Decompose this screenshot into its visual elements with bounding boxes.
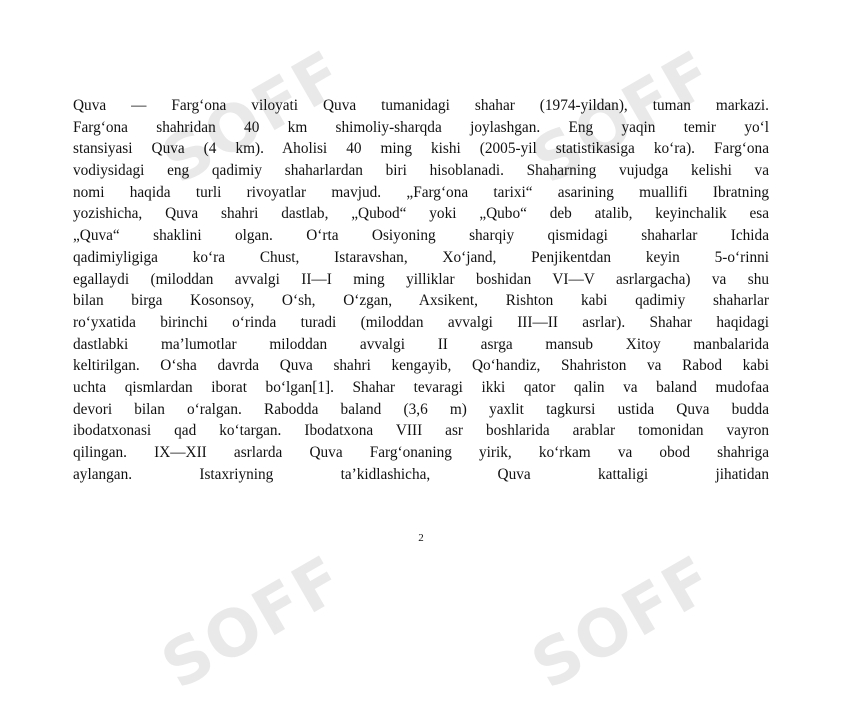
paragraph-line: Quva — Farg‘ona viloyati Quva tumanidagi shahar (1974-yildan), tuman markazi. bbox=[73, 97, 769, 114]
paragraph-line: qilingan. IX—XII asrlarda Quva Farg‘onaning yirik, ko‘rkam va obod shahriga bbox=[73, 444, 769, 461]
watermark: SOFF bbox=[150, 37, 357, 200]
watermark: SOFF bbox=[150, 542, 357, 704]
paragraph-line: Farg‘ona shahridan 40 km shimoliy-sharqda joylashgan. Eng yaqin temir yo‘l bbox=[73, 118, 769, 136]
paragraph-line: devori bilan o‘ralgan. Rabodda baland (3,6 m) yaxlit tagkursi ustida Quva budda bbox=[73, 400, 769, 418]
paragraph-line: keltirilgan. O‘sha davrda Quva shahri kengayib, Qo‘handiz, Shahriston va Rabod kabi bbox=[73, 357, 769, 375]
paragraph-line: yozishicha, Quva shahri dastlab, „Qubod“ yoki „Qubo“ deb atalib, keyinchalik esa bbox=[73, 205, 769, 223]
paragraph-line: „Quva“ shaklini olgan. O‘rta Osiyoning sharqiy qismidagi shaharlar Ichida bbox=[73, 227, 769, 245]
paragraph-line: ibodatxonasi qad ko‘targan. Ibodatxona VIII asr boshlarida arablar tomonidan vayron bbox=[73, 422, 769, 440]
watermark: SOFF bbox=[520, 37, 727, 200]
watermark: SOFF bbox=[520, 542, 727, 704]
paragraph-line: dastlabki ma’lumotlar miloddan avvalgi II asrga mansub Xitoy manbalarida bbox=[73, 335, 769, 353]
page-number: 2 bbox=[418, 532, 424, 544]
paragraph-line: uchta qismlardan iborat bo‘lgan[1]. Shahar tevaragi ikki qator qalin va baland mudofaa bbox=[73, 378, 769, 396]
paragraph-line: nomi haqida turli rivoyatlar mavjud. „Farg‘ona tarixi“ asarining muallifi Ibratning bbox=[73, 183, 769, 201]
paragraph-line: ro‘yxatida birinchi o‘rinda turadi (miloddan avvalgi III—II asrlar). Shahar haqidagi bbox=[73, 313, 769, 331]
paragraph-line: stansiyasi Quva (4 km). Aholisi 40 ming kishi (2005-yil statistikasiga ko‘ra). Farg‘ona bbox=[73, 140, 769, 158]
paragraph-line: aylangan. Istaxriyning ta’kidlashicha, Quva kattaligi jihatidan bbox=[73, 465, 769, 483]
paragraph-line: vodiysidagi eng qadimiy shaharlardan biri hisoblanadi. Shaharning vujudga kelishi va bbox=[73, 162, 769, 180]
paragraph-line: egallaydi (miloddan avvalgi II—I ming yilliklar boshidan VI—V asrlargacha) va shu bbox=[73, 270, 769, 288]
body-paragraph bbox=[73, 95, 769, 485]
paragraph-line: bilan birga Kosonsoy, O‘sh, O‘zgan, Axsikent, Rishton kabi qadimiy shaharlar bbox=[73, 292, 769, 310]
paragraph-line: qadimiyligiga ko‘ra Chust, Istaravshan, Xo‘jand, Penjikentdan keyin 5-o‘rinni bbox=[73, 248, 769, 266]
